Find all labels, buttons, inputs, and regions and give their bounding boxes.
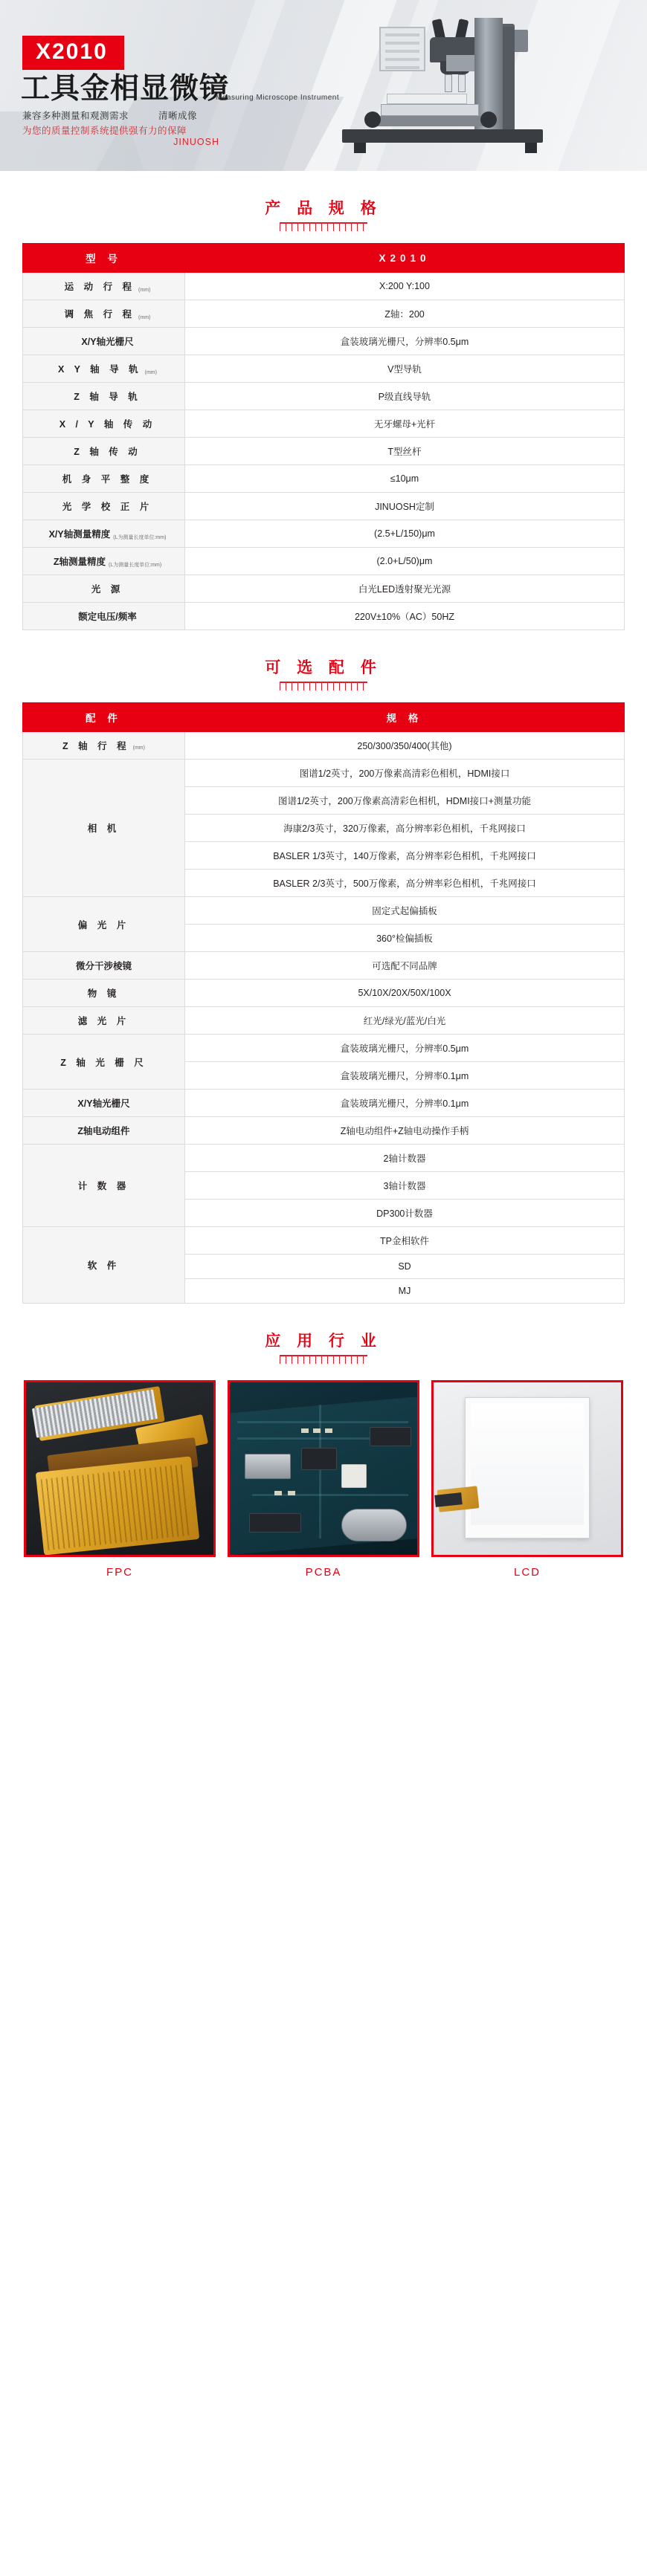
- table-row: [23, 383, 625, 410]
- application-caption-lcd: LCD: [513, 1566, 541, 1579]
- ruler-decoration: [280, 682, 367, 690]
- spec-label-text: X Y 轴 导 轨: [58, 364, 142, 375]
- table-row: [23, 1117, 625, 1145]
- page-title: 工具金相显微镜: [21, 73, 230, 105]
- hero-tagline-2: 为您的质量控制系统提供强有力的保障: [22, 126, 187, 136]
- spec-label-text: X / Y 轴 传 动: [59, 419, 156, 430]
- table-row: [23, 952, 625, 980]
- spec-value: P级直线导轨: [185, 383, 625, 410]
- application-card-pcba: [228, 1380, 419, 1579]
- spec-value: 白光LED透射聚光光源: [185, 575, 625, 603]
- table-row: [23, 1007, 625, 1035]
- pcb-chip: [370, 1427, 411, 1446]
- objective-lens: [445, 74, 452, 92]
- option-value: 5X/10X/20X/50X/100X: [185, 980, 625, 1007]
- xy-knob-right: [480, 111, 497, 128]
- base-foot: [525, 143, 537, 153]
- spec-label: [23, 383, 185, 410]
- spec-value: X:200 Y:100: [185, 273, 625, 300]
- table-row: [23, 328, 625, 355]
- spec-value: 220V±10%（AC）50HZ: [185, 603, 625, 630]
- hero-banner: [0, 0, 647, 171]
- option-value: TP金相软件: [185, 1227, 625, 1255]
- stage-base: [373, 116, 486, 126]
- spec-label-text: X/Y轴光栅尺: [81, 337, 134, 347]
- spec-label: [23, 520, 185, 548]
- application-card-lcd: [431, 1380, 623, 1579]
- pcb-capacitor: [301, 1428, 309, 1433]
- options-heading-text: 可 选 配 件: [265, 659, 382, 676]
- table-row: [23, 438, 625, 465]
- ruler-decoration: [280, 1355, 367, 1364]
- option-label: [23, 760, 185, 897]
- table-row: [23, 1227, 625, 1255]
- table-row: [23, 300, 625, 328]
- option-label: [23, 980, 185, 1007]
- options-section-heading: [0, 630, 647, 702]
- option-label-text: 计 数 器: [77, 1181, 130, 1191]
- pcb-capacitor: [274, 1491, 282, 1495]
- spec-value: (2.5+L/150)μm: [185, 520, 625, 548]
- spec-label: [23, 328, 185, 355]
- spec-label: [23, 410, 185, 438]
- options-table: [22, 702, 625, 1304]
- option-label: [23, 897, 185, 952]
- spec-label: [23, 300, 185, 328]
- option-label: [23, 1117, 185, 1145]
- option-label-text: Z 轴 行 程: [62, 741, 130, 751]
- monitor-shape: [379, 27, 425, 71]
- spec-value: Z轴：200: [185, 300, 625, 328]
- option-label-text: X/Y轴光栅尺: [77, 1098, 130, 1109]
- spec-section-heading: [0, 171, 647, 243]
- spec-label-text: Z 轴 导 轨: [74, 392, 141, 402]
- pcb-chip: [245, 1454, 291, 1479]
- spec-value: JINUOSH定制: [185, 493, 625, 520]
- applications-heading-text: 应 用 行 业: [265, 1333, 382, 1350]
- spec-label-unit: (L为测量长度单位:mm): [113, 535, 167, 540]
- spec-header-model-value: X2010: [185, 244, 625, 273]
- granite-base: [342, 129, 543, 143]
- option-value: MJ: [185, 1279, 625, 1304]
- microscope-illustration: [335, 10, 558, 166]
- stage-plate: [381, 104, 479, 116]
- pcb-capacitor: [288, 1491, 295, 1495]
- spec-label-text: Z 轴 传 动: [74, 447, 141, 457]
- pcb-capacitor: [325, 1428, 332, 1433]
- option-label-text: Z轴电动组件: [77, 1126, 130, 1136]
- base-foot: [354, 143, 366, 153]
- lcd-illustration: [434, 1382, 621, 1555]
- table-row: [23, 548, 625, 575]
- spec-label-unit: (mm): [138, 315, 151, 320]
- table-row: [23, 760, 625, 787]
- application-image-lcd: [431, 1380, 623, 1557]
- spec-label: [23, 493, 185, 520]
- application-image-pcba: [228, 1380, 419, 1557]
- spec-label: [23, 273, 185, 300]
- pcba-illustration: [230, 1382, 417, 1555]
- spec-label-text: Z轴测量精度: [53, 557, 106, 567]
- options-table-header-row: [23, 703, 625, 732]
- spec-value: 盒装玻璃光栅尺，分辨率0.5μm: [185, 328, 625, 355]
- option-label-text: 偏 光 片: [77, 919, 130, 931]
- spec-label: [23, 548, 185, 575]
- spec-label: [23, 603, 185, 630]
- spec-label: [23, 438, 185, 465]
- spec-label-text: X/Y轴测量精度: [48, 529, 111, 540]
- option-label-text: 滤 光 片: [77, 1016, 130, 1026]
- model-badge: X2010: [22, 36, 124, 70]
- table-row: [23, 355, 625, 383]
- option-value: 红光/绿光/蓝光/白光: [185, 1007, 625, 1035]
- table-row: [23, 980, 625, 1007]
- spec-label-text: 调 焦 行 程: [64, 309, 136, 320]
- option-value: BASLER 2/3英寸，500万像素，高分辨率彩色相机，千兆网接口: [185, 870, 625, 897]
- options-header-part: 配 件: [23, 703, 185, 732]
- option-label-text: Z 轴 光 栅 尺: [60, 1057, 147, 1068]
- pcb-chip: [341, 1464, 367, 1488]
- application-caption-pcba: PCBA: [305, 1566, 342, 1579]
- lcd-screen: [471, 1403, 584, 1525]
- pcb-capacitor: [313, 1428, 321, 1433]
- stage-glass: [387, 94, 467, 104]
- spec-value: (2.0+L/50)μm: [185, 548, 625, 575]
- option-label: [23, 1227, 185, 1304]
- table-row: [23, 520, 625, 548]
- spec-label-text: 光 学 校 正 片: [62, 502, 153, 512]
- option-value: 盒装玻璃光栅尺，分辨率0.1μm: [185, 1090, 625, 1117]
- table-row: [23, 493, 625, 520]
- spec-label-unit: (mm): [138, 288, 151, 293]
- spec-value: V型导轨: [185, 355, 625, 383]
- pcb-chip: [301, 1448, 337, 1470]
- spec-label-unit: (mm): [144, 370, 157, 375]
- option-label: [23, 1035, 185, 1090]
- spec-value: ≤10μm: [185, 465, 625, 493]
- brand-name: JINUOSH: [173, 137, 219, 147]
- option-value: 2轴计数器: [185, 1145, 625, 1172]
- option-value: 盒装玻璃光栅尺，分辨率0.5μm: [185, 1035, 625, 1062]
- option-value: 可选配不同品牌: [185, 952, 625, 980]
- page-subtitle-en: Measuring Microscope Instrument: [216, 94, 340, 102]
- option-label: [23, 732, 185, 760]
- option-value: SD: [185, 1255, 625, 1279]
- pcb-chip: [249, 1513, 301, 1533]
- table-row: [23, 273, 625, 300]
- option-value: 250/300/350/400(其他): [185, 732, 625, 760]
- xy-knob-left: [364, 111, 381, 128]
- spec-value: 无牙螺母+光杆: [185, 410, 625, 438]
- option-label-text: 软 件: [87, 1261, 120, 1271]
- table-row: [23, 465, 625, 493]
- option-value: 3轴计数器: [185, 1172, 625, 1200]
- option-label: [23, 952, 185, 980]
- table-row: [23, 732, 625, 760]
- spec-table-header-row: [23, 244, 625, 273]
- option-label-text: 物 镜: [87, 988, 120, 999]
- spec-value: T型丝杆: [185, 438, 625, 465]
- application-card-fpc: [24, 1380, 216, 1579]
- option-label: [23, 1007, 185, 1035]
- hero-tagline-1b: 清晰成像: [158, 111, 198, 121]
- ruler-decoration: [280, 222, 367, 231]
- option-label-unit: (mm): [132, 745, 145, 751]
- fpc-traces: [41, 1464, 193, 1550]
- fpc-illustration: [26, 1382, 213, 1555]
- spec-label: [23, 355, 185, 383]
- spec-label-text: 额定电压/频率: [78, 612, 137, 622]
- objective-lens: [458, 74, 466, 92]
- option-value: DP300计数器: [185, 1200, 625, 1227]
- table-row: [23, 575, 625, 603]
- application-image-fpc: [24, 1380, 216, 1557]
- application-caption-fpc: FPC: [106, 1566, 133, 1579]
- option-label-text: 相 机: [87, 823, 120, 834]
- spec-label-text: 机 身 平 整 度: [62, 474, 153, 485]
- table-row: [23, 1035, 625, 1062]
- spec-heading-text: 产 品 规 格: [265, 200, 382, 217]
- spec-label-text: 运 动 行 程: [64, 282, 136, 292]
- option-value: BASLER 1/3英寸，140万像素，高分辨率彩色相机，千兆网接口: [185, 842, 625, 870]
- spec-label-unit: (L为测量长度单位:mm): [108, 563, 162, 568]
- option-value: Z轴电动组件+Z轴电动操作手柄: [185, 1117, 625, 1145]
- table-row: [23, 1145, 625, 1172]
- option-value: 盒装玻璃光栅尺，分辨率0.1μm: [185, 1062, 625, 1090]
- table-row: [23, 1090, 625, 1117]
- spec-header-model-label: 型 号: [23, 244, 185, 273]
- pcb-trace: [319, 1405, 321, 1538]
- option-label-text: 微分干涉棱镜: [75, 961, 132, 971]
- applications-gallery: [0, 1380, 647, 1579]
- hero-tagline-1: [22, 109, 197, 122]
- applications-section-heading: [0, 1304, 647, 1376]
- spec-table: [22, 243, 625, 630]
- option-value: 海康2/3英寸，320万像素，高分辨率彩色相机，千兆网接口: [185, 815, 625, 842]
- table-row: [23, 410, 625, 438]
- option-label: [23, 1090, 185, 1117]
- pcb-trace: [237, 1437, 386, 1440]
- options-header-spec: 规 格: [185, 703, 625, 732]
- option-value: 固定式起偏插板: [185, 897, 625, 925]
- option-value: 图谱1/2英寸，200万像素高清彩色相机，HDMI接口: [185, 760, 625, 787]
- table-row: [23, 603, 625, 630]
- option-value: 360°检偏插板: [185, 925, 625, 952]
- option-value: 图谱1/2英寸，200万像素高清彩色相机，HDMI接口+测量功能: [185, 787, 625, 815]
- pcb-trace: [237, 1421, 408, 1423]
- spec-label-text: 光 源: [91, 584, 124, 595]
- hero-tagline-1a: 兼容多种测量和观测需求: [22, 111, 129, 121]
- option-label: [23, 1145, 185, 1227]
- spec-label: [23, 575, 185, 603]
- spec-label: [23, 465, 185, 493]
- table-row: [23, 897, 625, 925]
- pcb-shield: [341, 1509, 407, 1541]
- z-column-rail: [503, 27, 515, 131]
